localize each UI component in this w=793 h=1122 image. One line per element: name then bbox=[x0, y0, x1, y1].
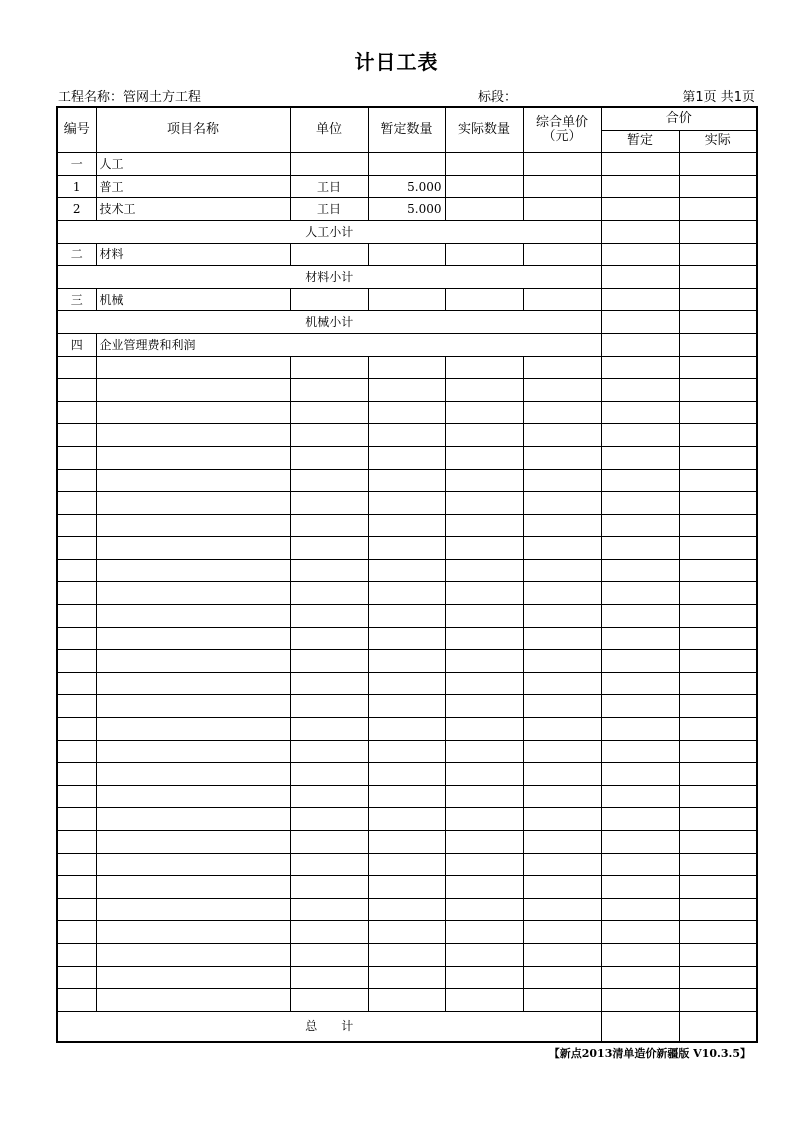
software-footer: 【新点2013清单造价新疆版 V10.3.5】 bbox=[548, 1047, 751, 1060]
empty-row bbox=[57, 740, 757, 763]
header-unit-price-label: 综合单价 bbox=[535, 115, 588, 131]
empty-row bbox=[57, 401, 757, 424]
section-row-overhead bbox=[57, 333, 757, 356]
cell-unit: 工日 bbox=[290, 198, 368, 221]
grand-total-label: 总 计 bbox=[57, 1011, 601, 1042]
daywork-table bbox=[56, 106, 758, 1043]
cell-code: 三 bbox=[57, 288, 96, 311]
empty-row bbox=[57, 605, 757, 628]
table-row bbox=[57, 198, 757, 221]
section-row-labor bbox=[57, 153, 757, 176]
empty-row bbox=[57, 943, 757, 966]
empty-row bbox=[57, 379, 757, 402]
page-number: 第1页 共1页 bbox=[682, 90, 755, 105]
cell-name: 人工 bbox=[96, 153, 290, 176]
empty-row bbox=[57, 898, 757, 921]
cell-est-qty: 5.000 bbox=[368, 198, 445, 221]
empty-row bbox=[57, 853, 757, 876]
subtotal-label: 机械小计 bbox=[57, 311, 601, 334]
empty-row bbox=[57, 876, 757, 899]
cell-code: 一 bbox=[57, 153, 96, 176]
empty-row bbox=[57, 785, 757, 808]
grand-total-row bbox=[57, 1011, 757, 1042]
header-total: 合价 bbox=[601, 107, 757, 130]
empty-row bbox=[57, 763, 757, 786]
header-name: 项目名称 bbox=[96, 107, 290, 153]
header-est-qty: 暂定数量 bbox=[368, 107, 445, 153]
empty-row bbox=[57, 831, 757, 854]
subtotal-row-material bbox=[57, 266, 757, 289]
header-unit: 单位 bbox=[290, 107, 368, 153]
empty-row bbox=[57, 514, 757, 537]
section-label: 标段： bbox=[478, 90, 518, 105]
empty-row bbox=[57, 582, 757, 605]
cell-code: 四 bbox=[57, 333, 96, 356]
empty-row bbox=[57, 492, 757, 515]
section-row-machine bbox=[57, 288, 757, 311]
cell-unit: 工日 bbox=[290, 175, 368, 198]
section-row-material bbox=[57, 243, 757, 266]
empty-row bbox=[57, 356, 757, 379]
empty-row bbox=[57, 559, 757, 582]
subtotal-label: 人工小计 bbox=[57, 220, 601, 243]
empty-row bbox=[57, 469, 757, 492]
cell-name: 企业管理费和利润 bbox=[96, 333, 601, 356]
header-total-est: 暂定 bbox=[601, 130, 679, 153]
empty-row bbox=[57, 695, 757, 718]
cell-name: 技术工 bbox=[96, 198, 290, 221]
empty-row bbox=[57, 537, 757, 560]
empty-row bbox=[57, 808, 757, 831]
cell-code: 二 bbox=[57, 243, 96, 266]
header-code: 编号 bbox=[57, 107, 96, 153]
cell-est-qty: 5.000 bbox=[368, 175, 445, 198]
cell-code: 1 bbox=[57, 175, 96, 198]
header-total-actual: 实际 bbox=[679, 130, 757, 153]
header-unit-price-unit: （元） bbox=[542, 129, 582, 145]
empty-row bbox=[57, 966, 757, 989]
subtotal-row-machine bbox=[57, 311, 757, 334]
cell-name: 普工 bbox=[96, 175, 290, 198]
empty-rows bbox=[57, 356, 757, 1011]
header-unit-price bbox=[523, 107, 601, 153]
subtotal-label: 材料小计 bbox=[57, 266, 601, 289]
empty-row bbox=[57, 989, 757, 1012]
empty-row bbox=[57, 424, 757, 447]
subtotal-row-labor bbox=[57, 220, 757, 243]
page-title: 计日工表 bbox=[354, 50, 439, 74]
project-name: 工程名称：管网土方工程 bbox=[58, 90, 202, 105]
table-row bbox=[57, 175, 757, 198]
header-row bbox=[57, 107, 757, 130]
empty-row bbox=[57, 627, 757, 650]
cell-name: 机械 bbox=[96, 288, 290, 311]
empty-row bbox=[57, 672, 757, 695]
empty-row bbox=[57, 921, 757, 944]
cell-name: 材料 bbox=[96, 243, 290, 266]
empty-row bbox=[57, 718, 757, 741]
cell-code: 2 bbox=[57, 198, 96, 221]
empty-row bbox=[57, 446, 757, 469]
empty-row bbox=[57, 650, 757, 673]
header-actual-qty: 实际数量 bbox=[445, 107, 523, 153]
